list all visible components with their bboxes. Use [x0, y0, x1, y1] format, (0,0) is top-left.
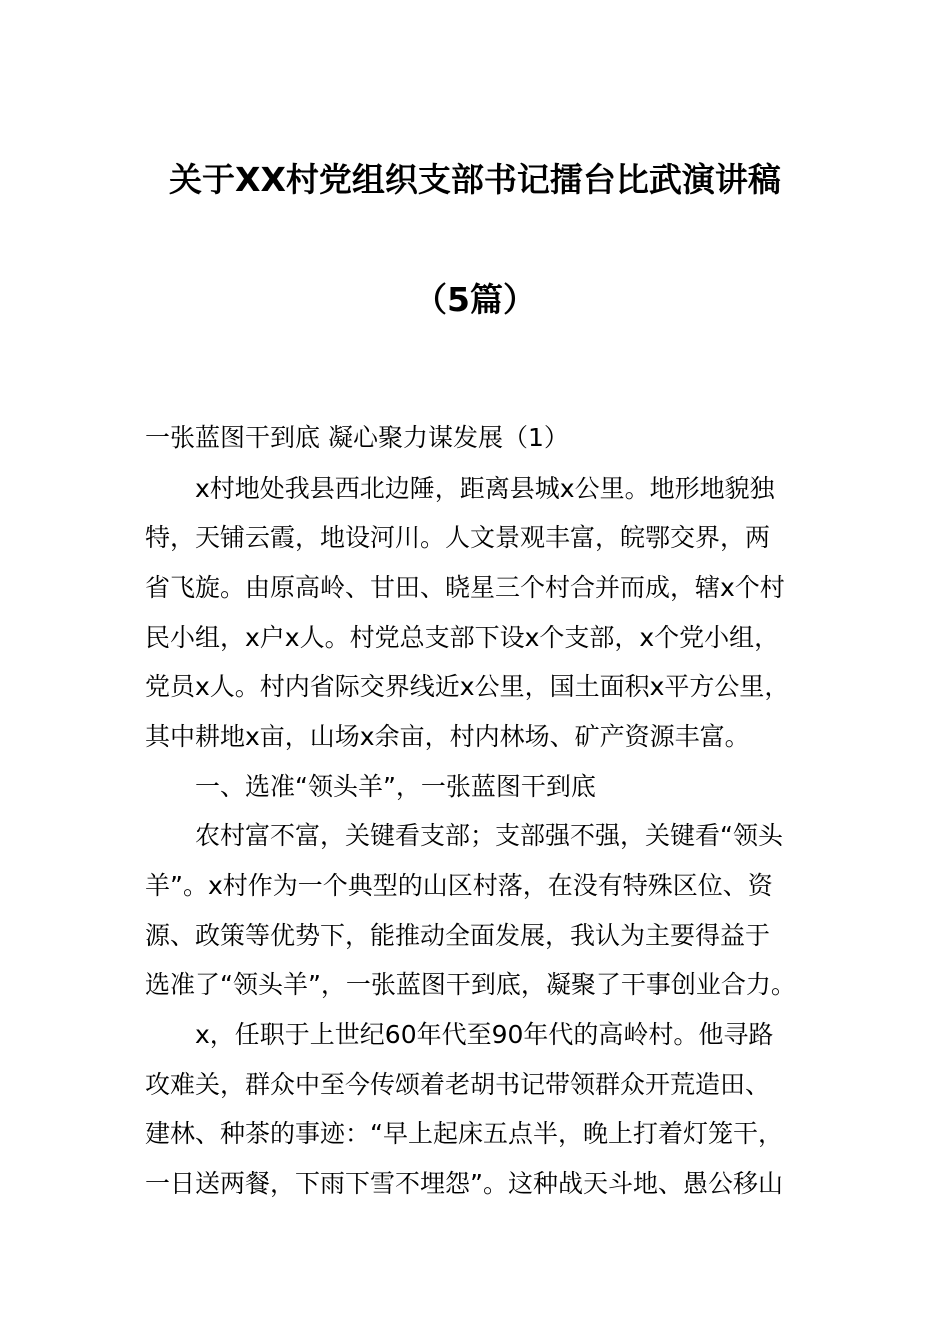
paragraph-line: x村地处我县西北边陲，距离县城x公里。地形地貌独	[195, 474, 775, 503]
paragraph-line: 省飞旋。由原高岭、甘田、晓星三个村合并而成，辖x个村	[145, 573, 785, 602]
paragraph-line: 选准了“领头羊”，一张蓝图干到底，凝聚了干事创业合力。	[145, 970, 796, 999]
document-title: 关于XX村党组织支部书记擂台比武演讲稿	[169, 160, 781, 199]
paragraph-line: 建林、种茶的事迹：“早上起床五点半，晚上打着灯笼干，	[145, 1119, 783, 1148]
paragraph-line: 攻难关，群众中至今传颂着老胡书记带领群众开荒造田、	[145, 1070, 771, 1099]
document-title-count: （5篇）	[414, 280, 536, 319]
section-heading: 一张蓝图干到底 凝心聚力谋发展（1）	[145, 423, 569, 452]
paragraph-line: 党员x人。村内省际交界线近x公里，国土面积x平方公里，	[145, 672, 790, 701]
paragraph-line: 源、政策等优势下，能推动全面发展，我认为主要得益于	[145, 921, 771, 950]
paragraph-line: 其中耕地x亩，山场x余亩，村内林场、矿产资源丰富。	[145, 722, 750, 751]
paragraph-line: x，任职于上世纪60年代至90年代的高岭村。他寻路	[195, 1020, 774, 1049]
subsection-heading: 一、选准“领头羊”，一张蓝图干到底	[195, 772, 596, 801]
paragraph-line: 特，天铺云霞，地设河川。人文景观丰富，皖鄂交界，两	[145, 523, 771, 552]
paragraph-line: 一日送两餐，下雨下雪不埋怨”。这种战天斗地、愚公移山	[145, 1169, 783, 1198]
paragraph-line: 羊”。x村作为一个典型的山区村落，在没有特殊区位、资	[145, 871, 773, 900]
paragraph-line: 农村富不富，关键看支部；支部强不强，关键看“领头	[195, 821, 783, 850]
paragraph-line: 民小组，x户x人。村党总支部下设x个支部，x个党小组，	[145, 623, 780, 652]
